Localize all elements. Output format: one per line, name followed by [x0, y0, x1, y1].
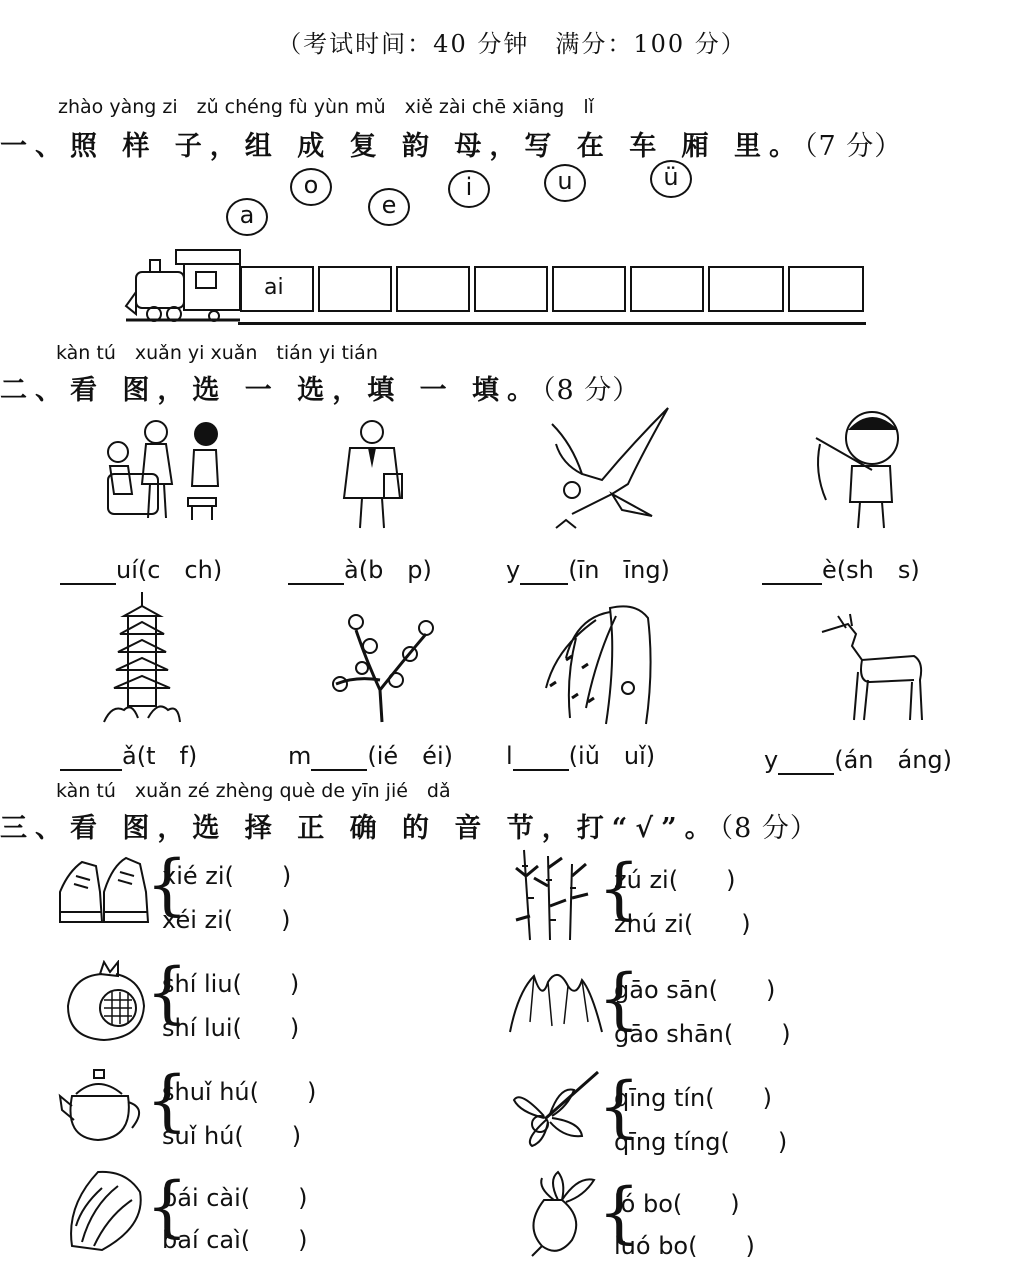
answer-blank[interactable] — [311, 749, 367, 771]
option-b[interactable]: zhú zi( ) — [614, 910, 751, 938]
eagle-picture — [542, 404, 672, 534]
option-a[interactable]: gāo sān( ) — [614, 976, 776, 1004]
family-picture — [94, 414, 224, 526]
option-b[interactable]: shí lui( ) — [162, 1014, 300, 1042]
option-a[interactable]: shí liu( ) — [162, 970, 300, 998]
option-b[interactable]: xéi zi( ) — [162, 906, 291, 934]
train-car[interactable] — [708, 266, 784, 312]
train-car[interactable] — [788, 266, 864, 312]
option-b[interactable]: luó bo( ) — [614, 1232, 755, 1260]
radish-icon — [518, 1170, 602, 1258]
locomotive-icon — [124, 244, 242, 324]
section3-title — [0, 806, 818, 845]
fill-item: à(b p) — [288, 550, 432, 585]
brace: { — [598, 1174, 640, 1251]
train-car[interactable] — [552, 266, 626, 312]
dragonfly-icon — [510, 1066, 604, 1150]
train-car[interactable] — [630, 266, 704, 312]
pomegranate-icon — [62, 960, 148, 1044]
answer-blank[interactable] — [288, 563, 344, 585]
fill-item: è(sh s) — [762, 550, 920, 585]
shoes-icon — [56, 852, 152, 926]
letter-u-circle: u — [544, 164, 586, 202]
section1-title — [0, 124, 902, 163]
option-a[interactable]: zú zi( ) — [614, 866, 736, 894]
option-a[interactable]: shuǐ hú( ) — [162, 1078, 317, 1106]
fill-item: y (īn īng) — [506, 556, 670, 584]
section3-title-text: 三、看 图，选 择 正 确 的 音 节，打“√”。 — [0, 813, 720, 844]
cabbage-icon — [62, 1166, 150, 1252]
option-a[interactable]: xié zi( ) — [162, 862, 292, 890]
plum-blossom-picture — [326, 600, 444, 724]
bamboo-icon — [510, 846, 596, 942]
pagoda-picture — [102, 592, 182, 724]
antelope-picture — [818, 612, 930, 724]
teapot-icon — [58, 1068, 150, 1144]
mountain-icon — [508, 962, 604, 1036]
train-track — [238, 314, 866, 325]
section1-points: （7 分） — [804, 131, 903, 162]
section3-points: （8 分） — [719, 813, 818, 844]
option-b[interactable]: suǐ hú( ) — [162, 1122, 302, 1150]
train-car[interactable] — [318, 266, 392, 312]
brace: { — [146, 1168, 188, 1245]
option-b[interactable]: gāo shān( ) — [614, 1020, 791, 1048]
willow-picture — [536, 598, 660, 726]
section3-pinyin: kàn tú xuǎn zé zhèng què de yīn jié dǎ — [56, 780, 451, 802]
brace: { — [598, 1068, 640, 1145]
option-a[interactable]: ló bo( ) — [614, 1190, 740, 1218]
answer-blank[interactable] — [513, 749, 569, 771]
section1-title-text: 一、照 样 子，组 成 复 韵 母，写 在 车 厢 里。 — [0, 131, 804, 162]
archer-boy-picture — [812, 408, 912, 532]
train-car-example: ai — [240, 266, 314, 312]
brace: { — [598, 960, 640, 1037]
section2-points: （8 分） — [542, 375, 641, 406]
man-picture — [334, 418, 410, 530]
fill-item: uí(c ch) — [60, 550, 222, 585]
letter-v-circle: ü — [650, 160, 692, 198]
brace: { — [598, 850, 640, 927]
fill-item: y (án áng) — [764, 746, 952, 774]
section2-title-text: 二、看 图，选 一 选，填 一 填。 — [0, 375, 542, 406]
option-b[interactable]: baí caì( ) — [162, 1226, 308, 1254]
exam-header: （考试时间：40 分钟 满分：100 分） — [277, 30, 747, 58]
section2-title — [0, 368, 640, 407]
answer-blank[interactable] — [60, 749, 122, 771]
fill-item: ǎ(t f) — [60, 736, 197, 771]
answer-blank[interactable] — [762, 563, 822, 585]
brace: { — [146, 846, 188, 923]
section2-pinyin: kàn tú xuǎn yi xuǎn tián yi tián — [56, 342, 378, 364]
fill-item: l (iǔ uǐ) — [506, 742, 656, 770]
letter-e-circle: e — [368, 188, 410, 226]
answer-blank[interactable] — [778, 753, 834, 775]
letter-a-circle: a — [226, 198, 268, 236]
brace: { — [146, 1062, 188, 1139]
answer-blank[interactable] — [520, 563, 568, 585]
train-car[interactable] — [396, 266, 470, 312]
option-a[interactable]: bái cài( ) — [162, 1184, 308, 1212]
answer-blank[interactable] — [60, 563, 116, 585]
letter-o-circle: o — [290, 168, 332, 206]
fill-item: m (ié éi) — [288, 742, 453, 770]
section1-pinyin: zhào yàng zi zǔ chéng fù yùn mǔ xiě zài chē xiāng lǐ — [58, 96, 594, 118]
train-car[interactable] — [474, 266, 548, 312]
brace: { — [146, 954, 188, 1031]
option-a[interactable]: qīng tín( ) — [614, 1084, 772, 1112]
option-b[interactable]: qīng tíng( ) — [614, 1128, 788, 1156]
letter-i-circle: i — [448, 170, 490, 208]
